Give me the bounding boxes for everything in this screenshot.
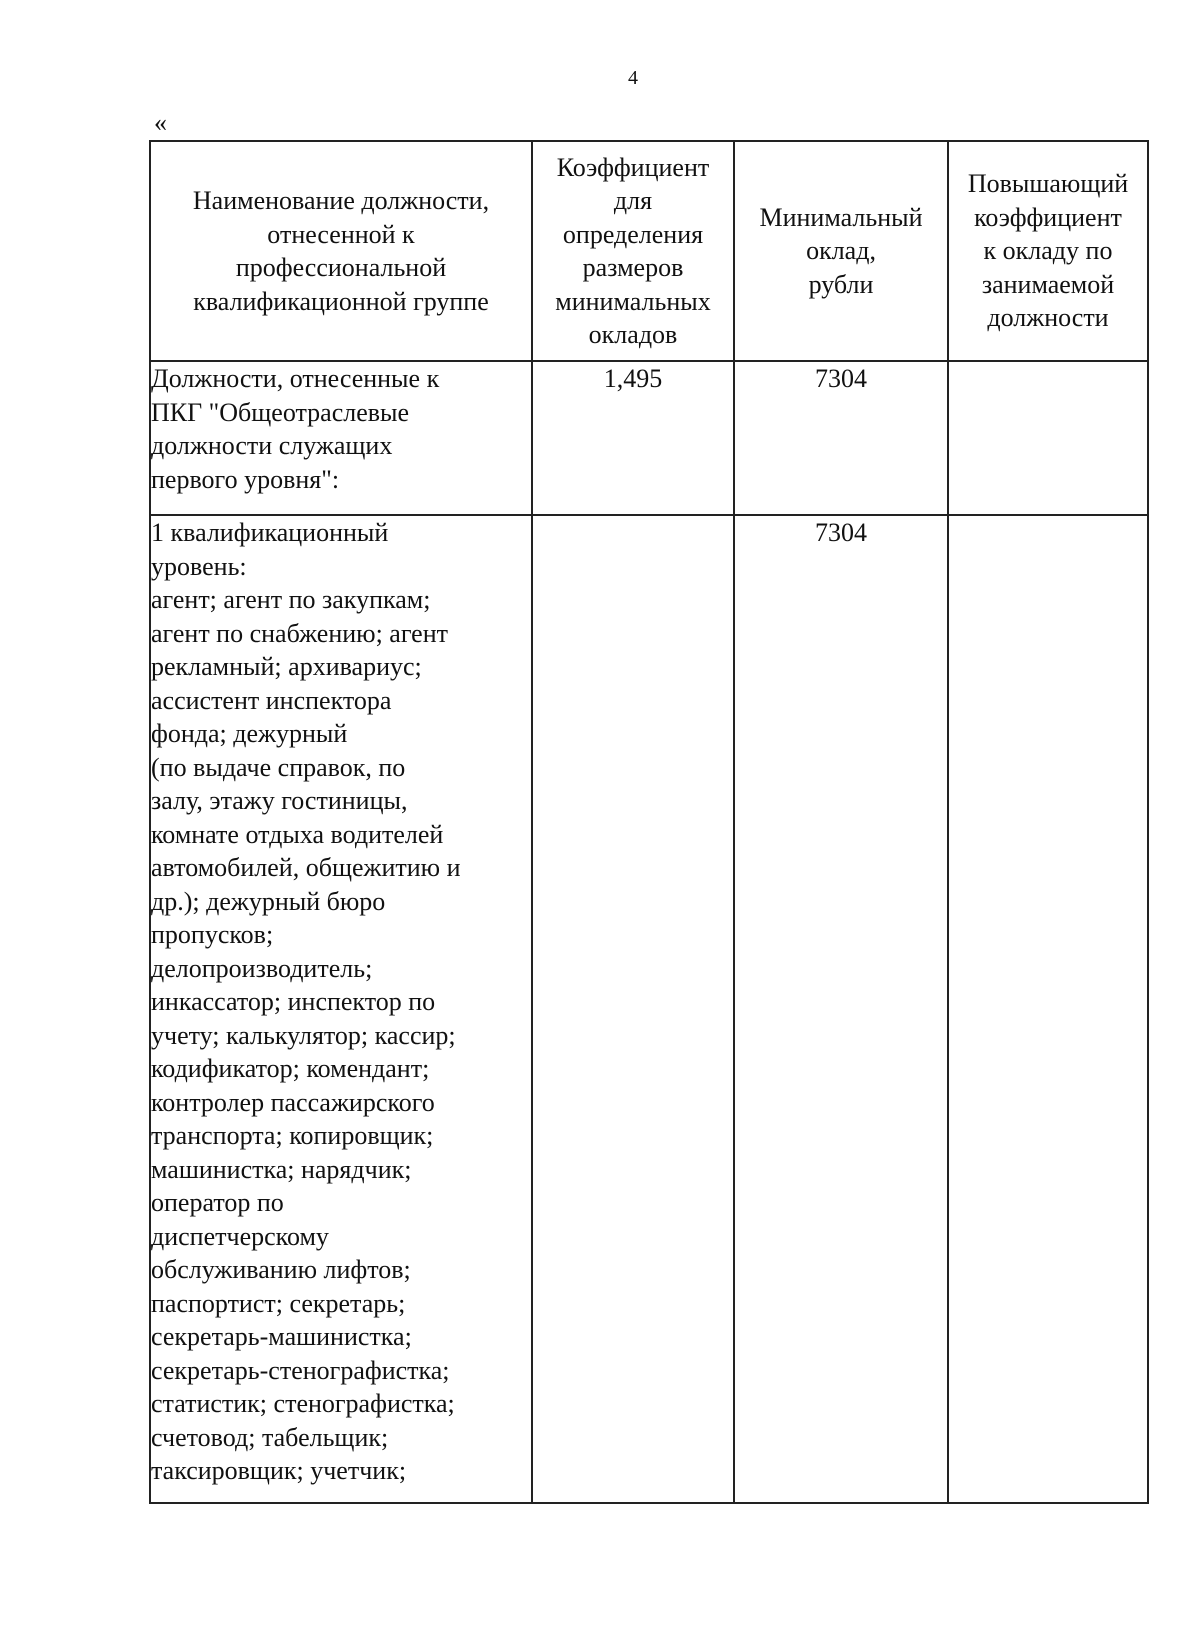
table-header-row	[150, 141, 1148, 361]
table-row	[150, 515, 1148, 1503]
cell-raise-coefficient	[948, 361, 1148, 515]
header-min-salary: Минимальный оклад, рубли	[734, 141, 948, 361]
cell-min-salary: 7304	[734, 515, 948, 1503]
header-position-name: Наименование должности, отнесенной к профессиональной квалификационной группе	[150, 141, 532, 361]
page-number: 4	[628, 67, 638, 89]
cell-min-salary: 7304	[734, 361, 948, 515]
cell-position-name: Должности, отнесенные к ПКГ "Общеотраслевые должности служащих первого уровня":	[150, 361, 532, 515]
header-coefficient: Коэффициент для определения размеров минимальных окладов	[532, 141, 734, 361]
cell-raise-coefficient	[948, 515, 1148, 1503]
table-row	[150, 361, 1148, 515]
cell-position-name: 1 квалификационный уровень: агент; агент по закупкам; агент по снабжению; агент рекламный; архивариус; ассистент инспектора фонда; дежурный (по выдаче справок, по залу, этажу гостиницы, комнате отдыха водителей автомобилей, общежитию и др.); дежурный бюро пропусков; делопроизводитель; инкассатор; инспектор по учету; калькулятор; кассир; кодификатор; комендант; контролер пассажирского транспорта; копировщик; машинистка; нарядчик; оператор по диспетчерскому обслуживанию лифтов; паспортист; секретарь; секретарь-машинистка; секретарь-стенографистка; статистик; стенографистка; счетовод; табельщик; таксировщик; учетчик;	[150, 515, 532, 1503]
salary-table	[149, 140, 1149, 1504]
cell-coefficient	[532, 515, 734, 1503]
cell-coefficient: 1,495	[532, 361, 734, 515]
opening-quote-mark: «	[154, 108, 167, 137]
header-raise-coefficient: Повышающий коэффициент к окладу по занимаемой должности	[948, 141, 1148, 361]
